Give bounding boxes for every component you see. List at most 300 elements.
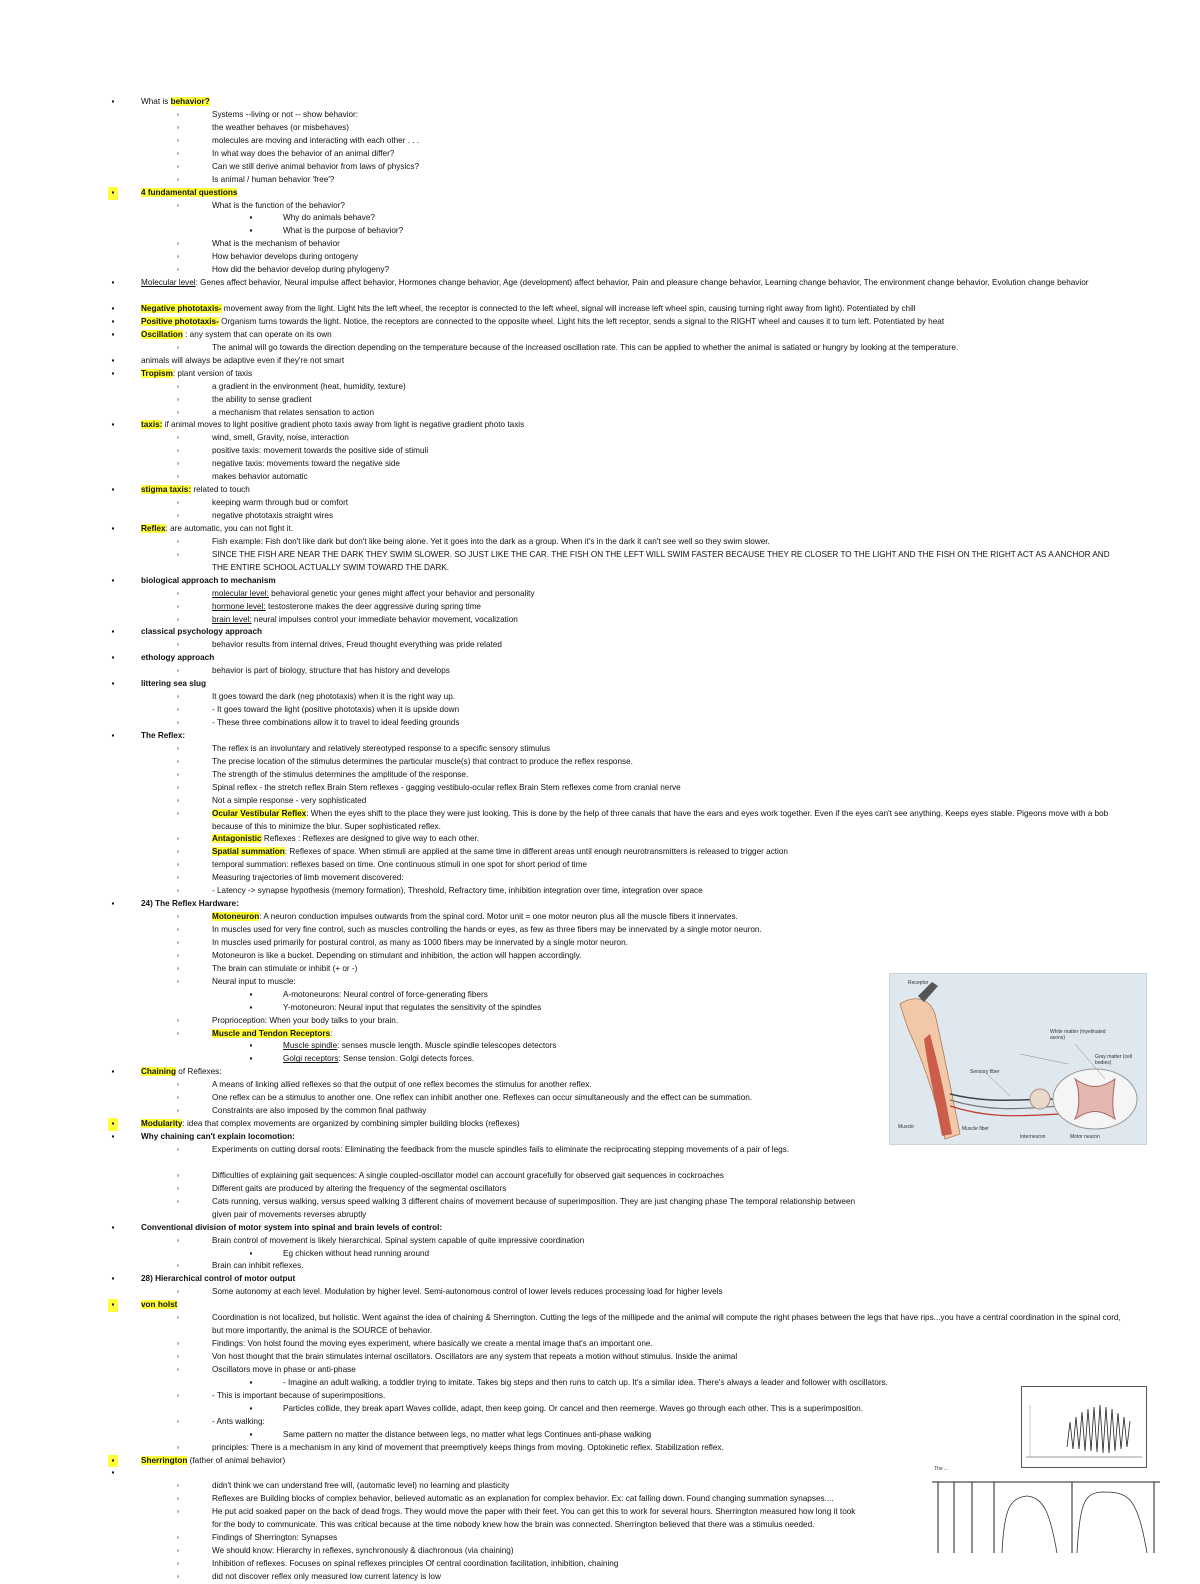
bullet-item bbox=[0, 122, 1200, 135]
bullet-marker: ◦ bbox=[176, 511, 180, 521]
bullet-marker: ◦ bbox=[176, 1196, 180, 1206]
bullet-marker: ◦ bbox=[176, 925, 180, 935]
text-run: Experiments on cutting dorsal roots: Eliminating the feedback from the muscle spindles fails to eliminate the reciprocating stepping movements of a pair of legs. bbox=[212, 1144, 790, 1154]
bullet-item bbox=[0, 212, 1200, 225]
bullet-text bbox=[212, 1260, 303, 1273]
bullet-marker: ▪ bbox=[249, 213, 253, 223]
bullet-item bbox=[0, 730, 1200, 743]
bullet-marker: ▪ bbox=[111, 97, 115, 106]
bullet-marker: ◦ bbox=[176, 1507, 180, 1517]
bullet-marker: ◦ bbox=[176, 252, 180, 262]
bullet-item bbox=[0, 808, 1200, 834]
bullet-text bbox=[212, 859, 587, 872]
bullet-marker: ▪ bbox=[249, 1403, 253, 1413]
bullet-item bbox=[0, 1558, 1200, 1571]
highlighted-term: Muscle and Tendon Receptors bbox=[212, 1028, 331, 1038]
bullet-item bbox=[0, 769, 1200, 782]
bullet-item bbox=[0, 1390, 1200, 1403]
figure-label: Motor neuron bbox=[1070, 1134, 1100, 1140]
bullet-item bbox=[0, 924, 1200, 937]
bullet-text bbox=[212, 445, 428, 458]
bullet-item bbox=[0, 238, 1200, 251]
bullet-text bbox=[212, 251, 358, 264]
highlighted-term: Sherrington bbox=[141, 1455, 188, 1465]
bullet-marker: ▪ bbox=[111, 1468, 115, 1478]
bullet-item bbox=[0, 756, 1200, 769]
text-run: a gradient in the environment (heat, humidity, texture) bbox=[212, 381, 406, 391]
bullet-marker: ◦ bbox=[176, 536, 180, 546]
bullet-item bbox=[0, 148, 1200, 161]
bullet-item bbox=[0, 859, 1200, 872]
text-run: Findings: Von holst found the moving eyes experiment, where basically we create a mental image that's an important one. bbox=[212, 1339, 653, 1349]
text-run: Not a simple response - very sophisticated bbox=[212, 795, 367, 805]
text-run: Neural input to muscle: bbox=[212, 976, 296, 986]
bullet-item bbox=[0, 601, 1200, 614]
bullet-marker: ▪ bbox=[108, 1118, 118, 1131]
bullet-item bbox=[0, 355, 1200, 368]
bullet-text bbox=[283, 1403, 863, 1416]
highlighted-term: behavior? bbox=[170, 97, 210, 106]
bullet-item bbox=[0, 251, 1200, 264]
bullet-marker: ◦ bbox=[176, 860, 180, 870]
text-run: - Imagine an adult walking, a toddler trying to imitate. Takes big steps and then runs to catch up. It's a similar idea. There's always a leader and follower with oscillators. bbox=[283, 1377, 888, 1387]
bullet-item bbox=[0, 1364, 1200, 1377]
bullet-text bbox=[212, 1558, 618, 1571]
bullet-item bbox=[0, 937, 1200, 950]
bullet-marker: ◦ bbox=[176, 1080, 180, 1090]
bullet-marker: ◦ bbox=[176, 1442, 180, 1452]
bullet-marker: ◦ bbox=[176, 588, 180, 598]
bullet-marker: ▪ bbox=[111, 1132, 115, 1142]
bullet-text bbox=[212, 1235, 584, 1248]
text-run: Why chaining can't explain locomotion: bbox=[141, 1132, 295, 1142]
text-run: Findings of Sherrington: Synapses bbox=[212, 1533, 338, 1543]
bullet-item bbox=[0, 1235, 1200, 1248]
bullet-text bbox=[212, 1442, 724, 1455]
text-run: The Reflex: bbox=[141, 730, 186, 740]
bullet-marker: ▪ bbox=[249, 1002, 253, 1012]
bullet-marker: ◦ bbox=[176, 705, 180, 715]
text-run: neural impulses control your immediate behavior movement, vocalization bbox=[251, 614, 518, 624]
text-run: : When the eyes shift to the place they were just looking. This is done by the help of three canals that have the ears and eyes work together. Even if the eyes can't see anything. Keeps eyes stable. Pigeons move with a bob because of this to minimize the blur. Super sophisticated reflex. bbox=[212, 808, 1109, 831]
bullet-item bbox=[0, 1170, 1200, 1183]
bullet-item bbox=[0, 782, 1200, 795]
underlined-term: hormone level: bbox=[212, 601, 266, 611]
bullet-marker: ◦ bbox=[176, 743, 180, 753]
bullet-marker: ◦ bbox=[176, 1261, 180, 1271]
bullet-marker: ◦ bbox=[176, 912, 180, 922]
bullet-text bbox=[212, 342, 958, 355]
text-run: temporal summation: reflexes based on time. One continuous stimuli in one spot for short period of time bbox=[212, 860, 587, 870]
text-run: A-motoneurons: Neural control of force-generating fibers bbox=[283, 989, 488, 999]
bullet-item bbox=[0, 458, 1200, 471]
text-run: He put acid soaked paper on the back of dead frogs. They would move the paper with their feet. You can get this to work for several hours. Sherrington measured how long it took for the body to communicate. This was critical because at the time nobody knew how the brain was connected. Sherrington believed that there was a stimulus needed. bbox=[212, 1507, 856, 1530]
bullet-marker: ◦ bbox=[176, 950, 180, 960]
text-run: behavior is part of biology, structure that has history and develops bbox=[212, 666, 450, 676]
bullet-item bbox=[0, 1429, 1200, 1442]
bullet-text bbox=[212, 976, 296, 989]
bullet-text bbox=[212, 950, 581, 963]
bullet-marker: ▪ bbox=[111, 316, 115, 326]
bullet-text bbox=[141, 484, 250, 497]
highlighted-term: 4 fundamental questions bbox=[141, 187, 238, 197]
bullet-text bbox=[141, 626, 262, 639]
text-run: : Sense tension. Golgi detects forces. bbox=[338, 1054, 475, 1064]
text-run: - Latency -> synapse hypothesis (memory formation), Threshold, Refractory time, inhibition integration over time, integration over space bbox=[212, 886, 703, 896]
figure-label: White matter (myelinated axons) bbox=[1050, 1029, 1106, 1041]
text-run: The precise location of the stimulus determines the particular muscle(s) that contract to produce the reflex response. bbox=[212, 756, 633, 766]
bullet-item bbox=[0, 1416, 1200, 1429]
bullet-text bbox=[212, 717, 459, 730]
bullet-text bbox=[212, 1196, 867, 1222]
bullet-marker: ▪ bbox=[111, 730, 115, 740]
text-run: We should know: Hierarchy in reflexes, synchronously & diachronous (via chaining) bbox=[212, 1546, 514, 1556]
bullet-item bbox=[0, 1571, 1200, 1584]
bullet-marker: ◦ bbox=[176, 1559, 180, 1569]
text-run: : A neuron conduction impulses outwards from the spinal cord. Motor unit = one motor neuron plus all the muscle fibers it innervates. bbox=[259, 912, 738, 922]
bullet-text bbox=[212, 1506, 867, 1532]
bullet-item bbox=[0, 743, 1200, 756]
bullet-marker: ◦ bbox=[176, 782, 180, 792]
bullet-text bbox=[212, 1364, 356, 1377]
bullet-text bbox=[141, 575, 276, 588]
text-run: Von host thought that the brain stimulates internal oscillators. Oscillators are any system that repeats a motion without stimulus. Inside the animal bbox=[212, 1352, 738, 1362]
bullet-marker: ◦ bbox=[176, 174, 180, 184]
bullet-item bbox=[0, 1196, 1200, 1222]
bullet-item bbox=[0, 432, 1200, 445]
bullet-marker: ◦ bbox=[176, 614, 180, 624]
text-run: the ability to sense gradient bbox=[212, 394, 312, 404]
text-run: Brain can inhibit reflexes. bbox=[212, 1261, 304, 1271]
bullet-marker: ▪ bbox=[111, 420, 115, 430]
bullet-text bbox=[141, 303, 916, 316]
bullet-item bbox=[0, 419, 1200, 432]
text-run: 24) The Reflex Hardware: bbox=[141, 899, 239, 909]
bullet-item bbox=[0, 911, 1200, 924]
text-run: Conventional division of motor system into spinal and brain levels of control: bbox=[141, 1222, 443, 1232]
bullet-marker: ◦ bbox=[176, 1028, 180, 1038]
text-run: Inhibition of reflexes. Focuses on spinal reflexes principles Of central coordination facilitation, inhibition, chaining bbox=[212, 1559, 619, 1569]
bullet-text bbox=[212, 911, 738, 924]
bullet-marker: ◦ bbox=[176, 1546, 180, 1556]
bullet-text bbox=[141, 355, 344, 368]
bullet-text bbox=[212, 601, 481, 614]
bullet-text bbox=[283, 212, 375, 225]
bullet-item bbox=[0, 316, 1200, 329]
bullet-text bbox=[212, 161, 419, 174]
text-run: Oscillators move in phase or anti-phase bbox=[212, 1364, 356, 1374]
figure-label: Receptor bbox=[908, 980, 929, 986]
text-run: The strength of the stimulus determines the amplitude of the response. bbox=[212, 769, 469, 779]
text-run: : plant version of taxis bbox=[172, 368, 253, 378]
text-run: What is bbox=[141, 97, 171, 106]
bullet-item bbox=[0, 1455, 1200, 1468]
reflex-trace-plot bbox=[1022, 1387, 1146, 1467]
bullet-marker: ◦ bbox=[176, 1015, 180, 1025]
text-run: negative taxis: movements toward the negative side bbox=[212, 459, 400, 469]
bullet-text bbox=[141, 678, 206, 691]
bullet-text bbox=[212, 174, 334, 187]
bullet-item bbox=[0, 1442, 1200, 1455]
bullet-marker: ▪ bbox=[249, 1377, 253, 1387]
bullet-item bbox=[0, 1403, 1200, 1416]
bullet-text bbox=[212, 808, 1122, 834]
bullet-text bbox=[141, 898, 239, 911]
bullet-text bbox=[141, 329, 332, 342]
bullet-text bbox=[141, 523, 293, 536]
bullet-marker: ◦ bbox=[176, 394, 180, 404]
bullet-text bbox=[212, 872, 404, 885]
bullet-text bbox=[283, 1377, 888, 1390]
highlighted-term: Reflex bbox=[141, 523, 166, 533]
bullet-text bbox=[212, 1312, 1122, 1338]
bullet-marker: ◦ bbox=[176, 666, 180, 676]
figure-label: Muscle bbox=[898, 1124, 914, 1130]
bullet-item bbox=[0, 303, 1200, 316]
text-run: molecules are moving and interacting with each other . . . bbox=[212, 135, 420, 145]
text-run: : senses muscle length. Muscle spindle telescopes detectors bbox=[337, 1041, 557, 1051]
bullet-text bbox=[212, 1480, 509, 1493]
bullet-marker: ◦ bbox=[176, 963, 180, 973]
text-run: movement away from the light. Light hits the left wheel, the receptor is connected to the left wheel, signal will increase left wheel spin, causing turning right away from light). Potentiated by chill bbox=[221, 304, 916, 314]
text-run: Spinal reflex - the stretch reflex Brain Stem reflexes - gagging vestibulo-ocular reflex Brain Stem reflexes come from cranial nerve bbox=[212, 782, 681, 792]
text-run: : Reflexes of space. When stimuli are applied at the same time in different areas until enough neurotransmitters is released to trigger action bbox=[284, 847, 788, 857]
bullet-item bbox=[0, 950, 1200, 963]
bullet-item bbox=[0, 96, 1200, 109]
bullet-text bbox=[141, 419, 524, 432]
text-run: Some autonomy at each level. Modulation by higher level. Semi-autonomous control of lower levels reduces processing load for higher levels bbox=[212, 1287, 723, 1297]
spinal-reflex-diagram bbox=[889, 973, 1147, 1145]
text-run: negative phototaxis straight wires bbox=[212, 511, 334, 521]
figure-label: The ... bbox=[934, 1466, 949, 1472]
bullet-text bbox=[212, 1170, 724, 1183]
bullet-item bbox=[0, 678, 1200, 691]
bullet-marker: ◦ bbox=[176, 976, 180, 986]
bullet-marker: ◦ bbox=[176, 1235, 180, 1245]
bullet-item bbox=[0, 135, 1200, 148]
bullet-text bbox=[212, 264, 389, 277]
bullet-marker: ◦ bbox=[176, 239, 180, 249]
bullet-text bbox=[283, 1053, 474, 1066]
bullet-text bbox=[212, 833, 479, 846]
bullet-item bbox=[0, 626, 1200, 639]
bullet-item bbox=[0, 1377, 1200, 1390]
text-run: Different gaits are produced by altering the frequency of the segmental oscillators bbox=[212, 1183, 507, 1193]
bullet-item bbox=[0, 329, 1200, 342]
bullet-marker: ◦ bbox=[176, 808, 180, 818]
bullet-item bbox=[0, 536, 1200, 549]
bullet-text bbox=[141, 652, 214, 665]
text-run: - These three combinations allow it to travel to ideal feeding grounds bbox=[212, 718, 460, 728]
bullet-marker: ▪ bbox=[111, 899, 115, 909]
bullet-marker: ◦ bbox=[176, 718, 180, 728]
bullet-text bbox=[212, 639, 502, 652]
text-run: One reflex can be a stimulus to another one. One reflex can inhibit another one. Reflexes can occur simultaneously and the effect can be summation. bbox=[212, 1093, 753, 1103]
highlighted-term: Oscillation bbox=[141, 329, 183, 339]
bullet-marker: ◦ bbox=[176, 1390, 180, 1400]
text-run: Proprioception: When your body talks to your brain. bbox=[212, 1015, 399, 1025]
bullet-item bbox=[0, 471, 1200, 484]
text-run: Can we still derive animal behavior from laws of physics? bbox=[212, 161, 420, 171]
bullet-text bbox=[212, 148, 394, 161]
text-run: behavior results from internal drives, Freud thought everything was pride related bbox=[212, 640, 502, 650]
bullet-text bbox=[212, 963, 357, 976]
text-run: Motoneuron is like a bucket. Depending on stimulant and inhibition, the action will happen accordingly. bbox=[212, 950, 582, 960]
bullet-item bbox=[0, 639, 1200, 652]
bullet-marker: ◦ bbox=[176, 847, 180, 857]
bullet-item bbox=[0, 200, 1200, 213]
highlighted-term: Antagonistic bbox=[212, 834, 262, 844]
text-run: Why do animals behave? bbox=[283, 213, 375, 223]
bullet-marker: ◦ bbox=[176, 795, 180, 805]
text-run: - Ants walking: bbox=[212, 1416, 265, 1426]
text-run: The animal will go towards the direction depending on the temperature because of the increased oscillation rate. This can be applied to whether the animal is satiated or hungry by looking at the temperature. bbox=[212, 342, 959, 352]
text-run: Reflexes are Building blocks of complex behavior, believed automatic as an explanation for complex behavior. Ex: cat falling down. Found changing summation synapses.... bbox=[212, 1494, 834, 1504]
text-run: classical psychology approach bbox=[141, 627, 263, 637]
bullet-item bbox=[0, 1248, 1200, 1261]
text-run: Constraints are also imposed by the common final pathway bbox=[212, 1106, 427, 1116]
bullet-text bbox=[212, 135, 419, 148]
text-run: Cats running, versus walking, versus speed walking 3 different chains of movement because of superimposition. They are just changing phase The temporal relationship between given pair of movements reverses abruptly bbox=[212, 1196, 856, 1219]
text-run: Is animal / human behavior 'free'? bbox=[212, 174, 335, 184]
bullet-text bbox=[212, 691, 455, 704]
notes-document bbox=[0, 96, 1200, 1584]
bullet-marker: ◦ bbox=[176, 1313, 180, 1323]
text-run: Difficulties of explaining gait sequences: A single coupled-oscillator model can account gracefully for observed gait sequences in cockroaches bbox=[212, 1170, 724, 1180]
underlined-term: Golgi receptors bbox=[283, 1054, 339, 1064]
text-run: the weather behaves (or misbehaves) bbox=[212, 122, 349, 132]
bullet-text bbox=[212, 1183, 506, 1196]
bullet-text bbox=[212, 1105, 426, 1118]
bullet-marker: ◦ bbox=[176, 265, 180, 275]
bullet-item bbox=[0, 394, 1200, 407]
bullet-marker: ▪ bbox=[111, 653, 115, 663]
text-run: : idea that complex movements are organized by combining simpler building blocks (reflexes) bbox=[182, 1119, 520, 1129]
bullet-marker: ◦ bbox=[176, 498, 180, 508]
underlined-term: Muscle spindle bbox=[283, 1041, 338, 1051]
bullet-text bbox=[212, 1571, 441, 1584]
bullet-item bbox=[0, 484, 1200, 497]
text-run: Reflexes : Reflexes are designed to give way to each other. bbox=[261, 834, 480, 844]
bullet-item bbox=[0, 1260, 1200, 1273]
bullet-marker: ▪ bbox=[111, 1067, 115, 1077]
bullet-marker: ◦ bbox=[176, 446, 180, 456]
bullet-marker: ◦ bbox=[176, 1170, 180, 1180]
bullet-item bbox=[0, 717, 1200, 730]
text-run: didn't think we can understand free will, (automatic level) no learning and plasticity bbox=[212, 1481, 510, 1491]
highlighted-term: taxis: bbox=[141, 420, 163, 430]
bullet-text bbox=[212, 497, 348, 510]
bullet-marker: ▪ bbox=[111, 1222, 115, 1232]
bullet-text bbox=[212, 394, 312, 407]
bullet-text bbox=[141, 1273, 295, 1286]
bullet-marker: ◦ bbox=[176, 601, 180, 611]
bullet-marker: ◦ bbox=[176, 937, 180, 947]
text-run: (father of animal behavior) bbox=[187, 1455, 286, 1465]
bullet-item bbox=[0, 109, 1200, 122]
bullet-text bbox=[212, 407, 374, 420]
bullet-item bbox=[0, 614, 1200, 627]
bullet-text bbox=[212, 549, 1122, 575]
bullet-item bbox=[0, 885, 1200, 898]
bullet-item bbox=[0, 187, 1200, 200]
bullet-item bbox=[0, 523, 1200, 536]
highlighted-term: Negative phototaxis- bbox=[141, 304, 222, 314]
bullet-marker: ▪ bbox=[111, 575, 115, 585]
bullet-marker: ▪ bbox=[249, 989, 253, 999]
bullet-text bbox=[141, 1118, 520, 1131]
bullet-item bbox=[0, 665, 1200, 678]
bullet-item bbox=[0, 1312, 1200, 1338]
bullet-marker: ▪ bbox=[108, 1299, 118, 1312]
bullet-item bbox=[0, 704, 1200, 717]
bullet-item bbox=[0, 381, 1200, 394]
bullet-marker: ◦ bbox=[176, 640, 180, 650]
text-run: if animal moves to light positive gradient photo taxis away from light is negative gradient photo taxis bbox=[162, 420, 525, 430]
bullet-item bbox=[0, 846, 1200, 859]
text-run: related to touch bbox=[191, 485, 250, 495]
bullet-item bbox=[0, 497, 1200, 510]
bullet-marker: ◦ bbox=[176, 1352, 180, 1362]
bullet-item bbox=[0, 445, 1200, 458]
bullet-marker: ◦ bbox=[176, 1093, 180, 1103]
bullet-text bbox=[212, 588, 535, 601]
bullet-marker: ▪ bbox=[108, 187, 118, 200]
bullet-item bbox=[0, 161, 1200, 174]
bullet-item bbox=[0, 575, 1200, 588]
bullet-marker: ◦ bbox=[176, 1481, 180, 1491]
bullet-text bbox=[141, 277, 1106, 290]
text-run: What is the function of the behavior? bbox=[212, 200, 345, 210]
text-run: SINCE THE FISH ARE NEAR THE DARK THEY SWIM SLOWER. SO JUST LIKE THE CAR. THE FISH ON THE LEFT WILL SWIM FASTER BECAUSE THEY RE CLOSER TO THE LIGHT AND THE FISH ON THE RIGHT ACT AS A ANCHOR AND THE ENTIRE SCHOOL ACTUALLY SWIM TOWARD THE DARK. bbox=[212, 549, 1110, 572]
text-run: What is the purpose of behavior? bbox=[283, 226, 404, 236]
highlighted-term: Positive phototaxis- bbox=[141, 316, 219, 326]
bullet-item bbox=[0, 342, 1200, 355]
text-run: biological approach to mechanism bbox=[141, 575, 276, 585]
figure-label: Gray matter (cell bodies) bbox=[1095, 1054, 1132, 1066]
bullet-text bbox=[212, 1390, 385, 1403]
bullet-marker: ◦ bbox=[176, 692, 180, 702]
text-run: A means of linking allied reflexes so that the output of one reflex becomes the stimulus for another reflex. bbox=[212, 1080, 592, 1090]
text-run: How did the behavior develop during phylogeny? bbox=[212, 265, 390, 275]
bullet-text bbox=[141, 1066, 222, 1079]
bullet-item bbox=[0, 407, 1200, 420]
bullet-text bbox=[141, 730, 185, 743]
bullet-text bbox=[283, 989, 488, 1002]
highlighted-term: stigma taxis: bbox=[141, 485, 192, 495]
bullet-text bbox=[212, 1286, 723, 1299]
bullet-item bbox=[0, 833, 1200, 846]
bullet-text bbox=[283, 225, 403, 238]
underlined-term: brain level: bbox=[212, 614, 252, 624]
bullet-text bbox=[212, 1092, 752, 1105]
bullet-item bbox=[0, 795, 1200, 808]
bullet-marker: ▪ bbox=[249, 1041, 253, 1051]
bullet-item bbox=[0, 1183, 1200, 1196]
bullet-item bbox=[0, 549, 1200, 575]
text-run: did not discover reflex only measured low current latency is low bbox=[212, 1571, 441, 1581]
bullet-item bbox=[0, 872, 1200, 885]
figure-label: Muscle fiber bbox=[962, 1126, 989, 1132]
bullet-marker: ▪ bbox=[111, 368, 115, 378]
text-run: littering sea slug bbox=[141, 679, 207, 689]
bullet-item bbox=[0, 1222, 1200, 1235]
bullet-marker: ▪ bbox=[249, 226, 253, 236]
text-run: : Genes affect behavior, Neural impulse affect behavior, Hormones change behavior, Age (development) affect behavior, Pain and pleasure change behavior, Learning change behavior, The environment change behavior, Evolution change behavior bbox=[195, 278, 1089, 288]
bullet-text bbox=[212, 1493, 834, 1506]
text-run: Same pattern no matter the distance between legs, no matter what legs Continues anti-phase walking bbox=[283, 1429, 652, 1439]
bullet-marker: ◦ bbox=[176, 1287, 180, 1297]
